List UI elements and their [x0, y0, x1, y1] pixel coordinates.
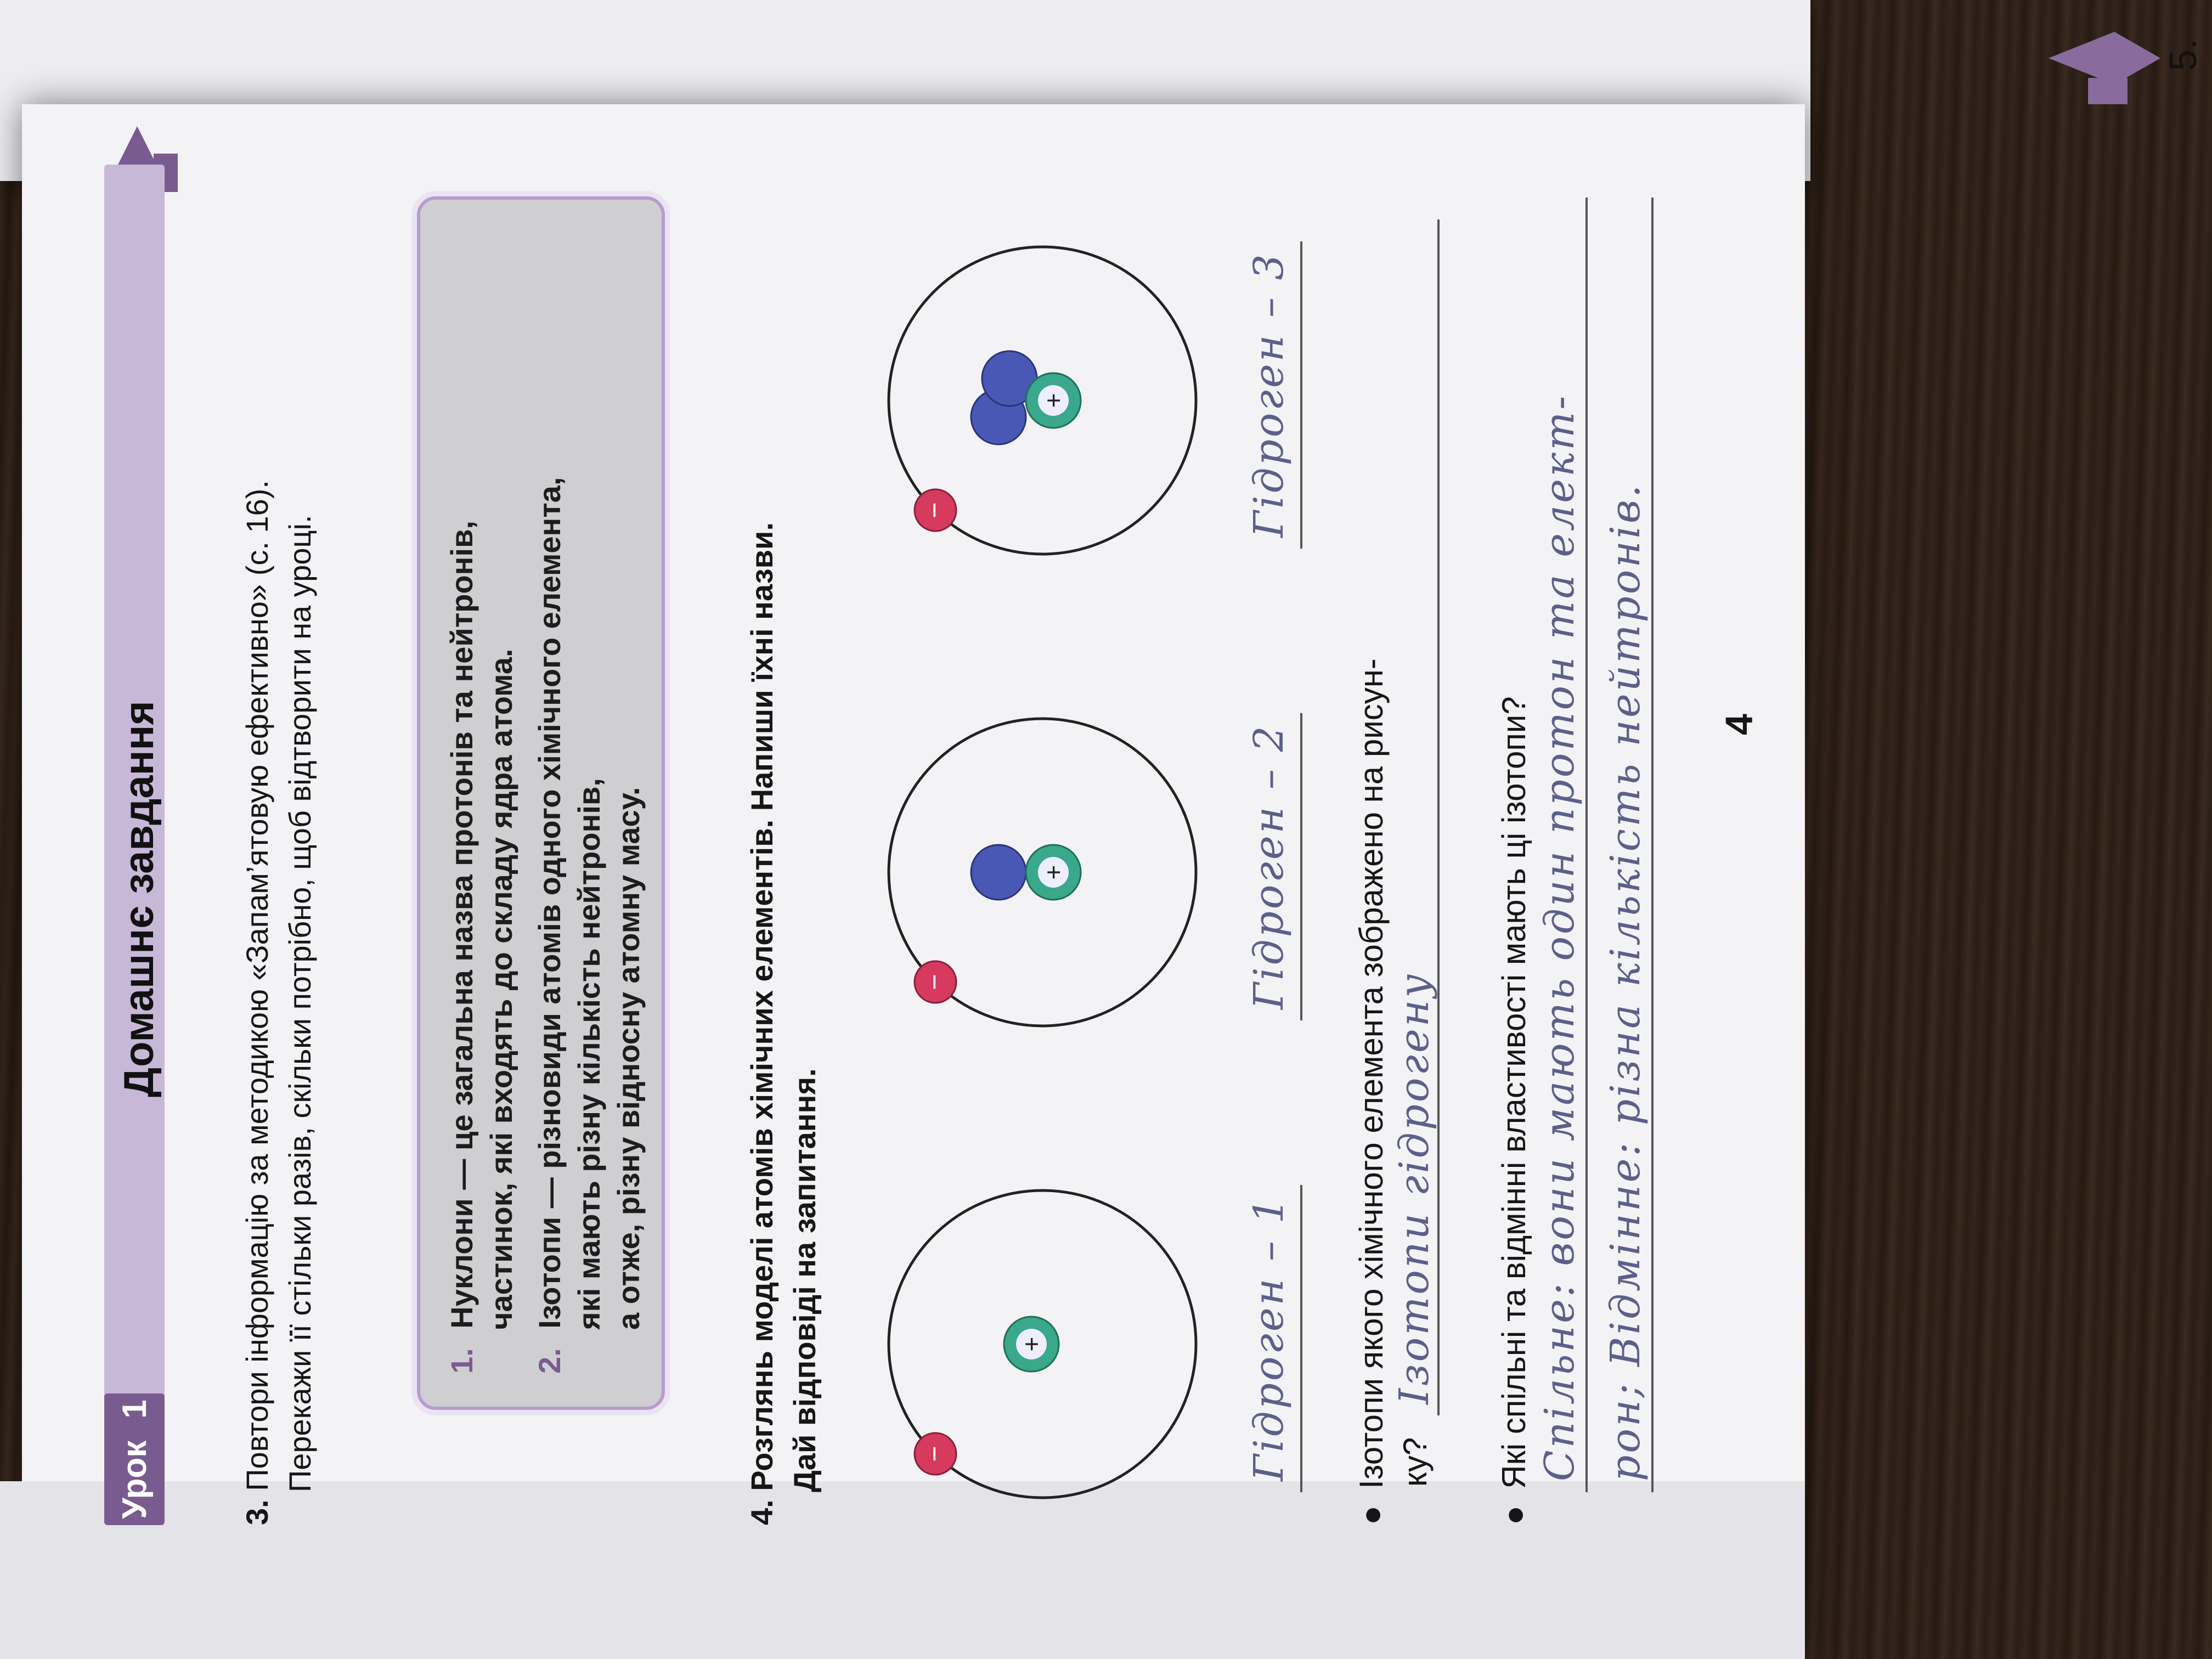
- definitions-box: [417, 196, 665, 1410]
- atom-2-answer: Гідроген – 2: [1245, 724, 1293, 1009]
- task-4: [741, 154, 826, 1525]
- question-1-line-1: Ізотопи якого хімічного елемента зображено на рисун-: [1353, 658, 1390, 1489]
- neutron: [971, 845, 1026, 900]
- proton-sign: +: [1039, 393, 1068, 408]
- task-4-number: 4.: [744, 1499, 779, 1525]
- page-content: [71, 132, 1783, 1591]
- page-number: 4: [1718, 714, 1760, 735]
- question-2: [1492, 154, 1536, 1525]
- question-1-answer: Ізотопи гідрогену: [1391, 972, 1438, 1404]
- proton-sign: +: [1039, 865, 1068, 880]
- task-3-line-1: Повтори інформацію за методикою «Запам’ятовую ефективно» (с. 16).: [240, 480, 274, 1491]
- lesson-label: Урок: [115, 1440, 154, 1519]
- atom-models: [867, 148, 1223, 1520]
- atom-model-2: [867, 697, 1218, 1048]
- task-3: [236, 154, 321, 1525]
- task-4-line-2: Дай відповіді на запитання.: [787, 1068, 822, 1492]
- question-2-line-1: Які спільні та відмінні властивості мають ці ізотопи?: [1496, 696, 1532, 1489]
- question-2-answer-1: Спільне: вони мають один протон та елект-: [1536, 393, 1583, 1481]
- task-3-number: 3.: [240, 1499, 274, 1525]
- lesson-tab: [104, 1393, 165, 1525]
- definition-2: [530, 477, 569, 1374]
- page-title: Домашнє завдання: [116, 701, 162, 1097]
- definition-2-line-3: а отже, різну відносну атомну масу.: [611, 787, 646, 1330]
- lesson-number: 1: [115, 1400, 154, 1419]
- proton-sign: +: [1017, 1336, 1046, 1352]
- definition-2-line-1: Ізотопи — різновиди атомів одного хімічного елемента,: [532, 477, 567, 1329]
- definition-1-number: 1.: [444, 1348, 479, 1374]
- atom-1-answer: Гідроген – 1: [1245, 1195, 1293, 1481]
- definition-2-line-2: які мають різну кількість нейтронів,: [572, 778, 606, 1330]
- definition-1-line-1: Нуклони — це загальна назва протонів та нейтронів,: [444, 520, 479, 1329]
- atom-model-3: [867, 225, 1218, 576]
- bullet-icon: ●: [1353, 1505, 1390, 1525]
- electron-sign: −: [919, 502, 950, 518]
- electron-sign: −: [919, 1446, 950, 1462]
- definition-2-number: 2.: [532, 1348, 567, 1374]
- question-1-line-2: ку?: [1397, 1437, 1434, 1487]
- question-2-answer-2: рон; Відмінне: різна кількість нейтронів.: [1602, 482, 1649, 1481]
- bullet-icon: ●: [1496, 1505, 1532, 1525]
- definition-1-line-2: частинок, які входять до складу ядра атома.: [484, 648, 518, 1330]
- task-4-line-1: Розглянь моделі атомів хімічних елементів. Напиши їхні назви.: [744, 522, 779, 1491]
- previous-page-task-number: 5.: [2162, 38, 2205, 71]
- task-3-line-2: Перекажи її стільки разів, скільки потрібно, щоб відтворити на уроці.: [283, 515, 317, 1492]
- atom-model-1: [867, 1169, 1218, 1520]
- graduation-cap-icon: [2030, 5, 2172, 137]
- definition-1: [442, 521, 482, 1374]
- electron-sign: −: [919, 974, 950, 990]
- atom-3-answer: Гідроген – 3: [1245, 252, 1293, 538]
